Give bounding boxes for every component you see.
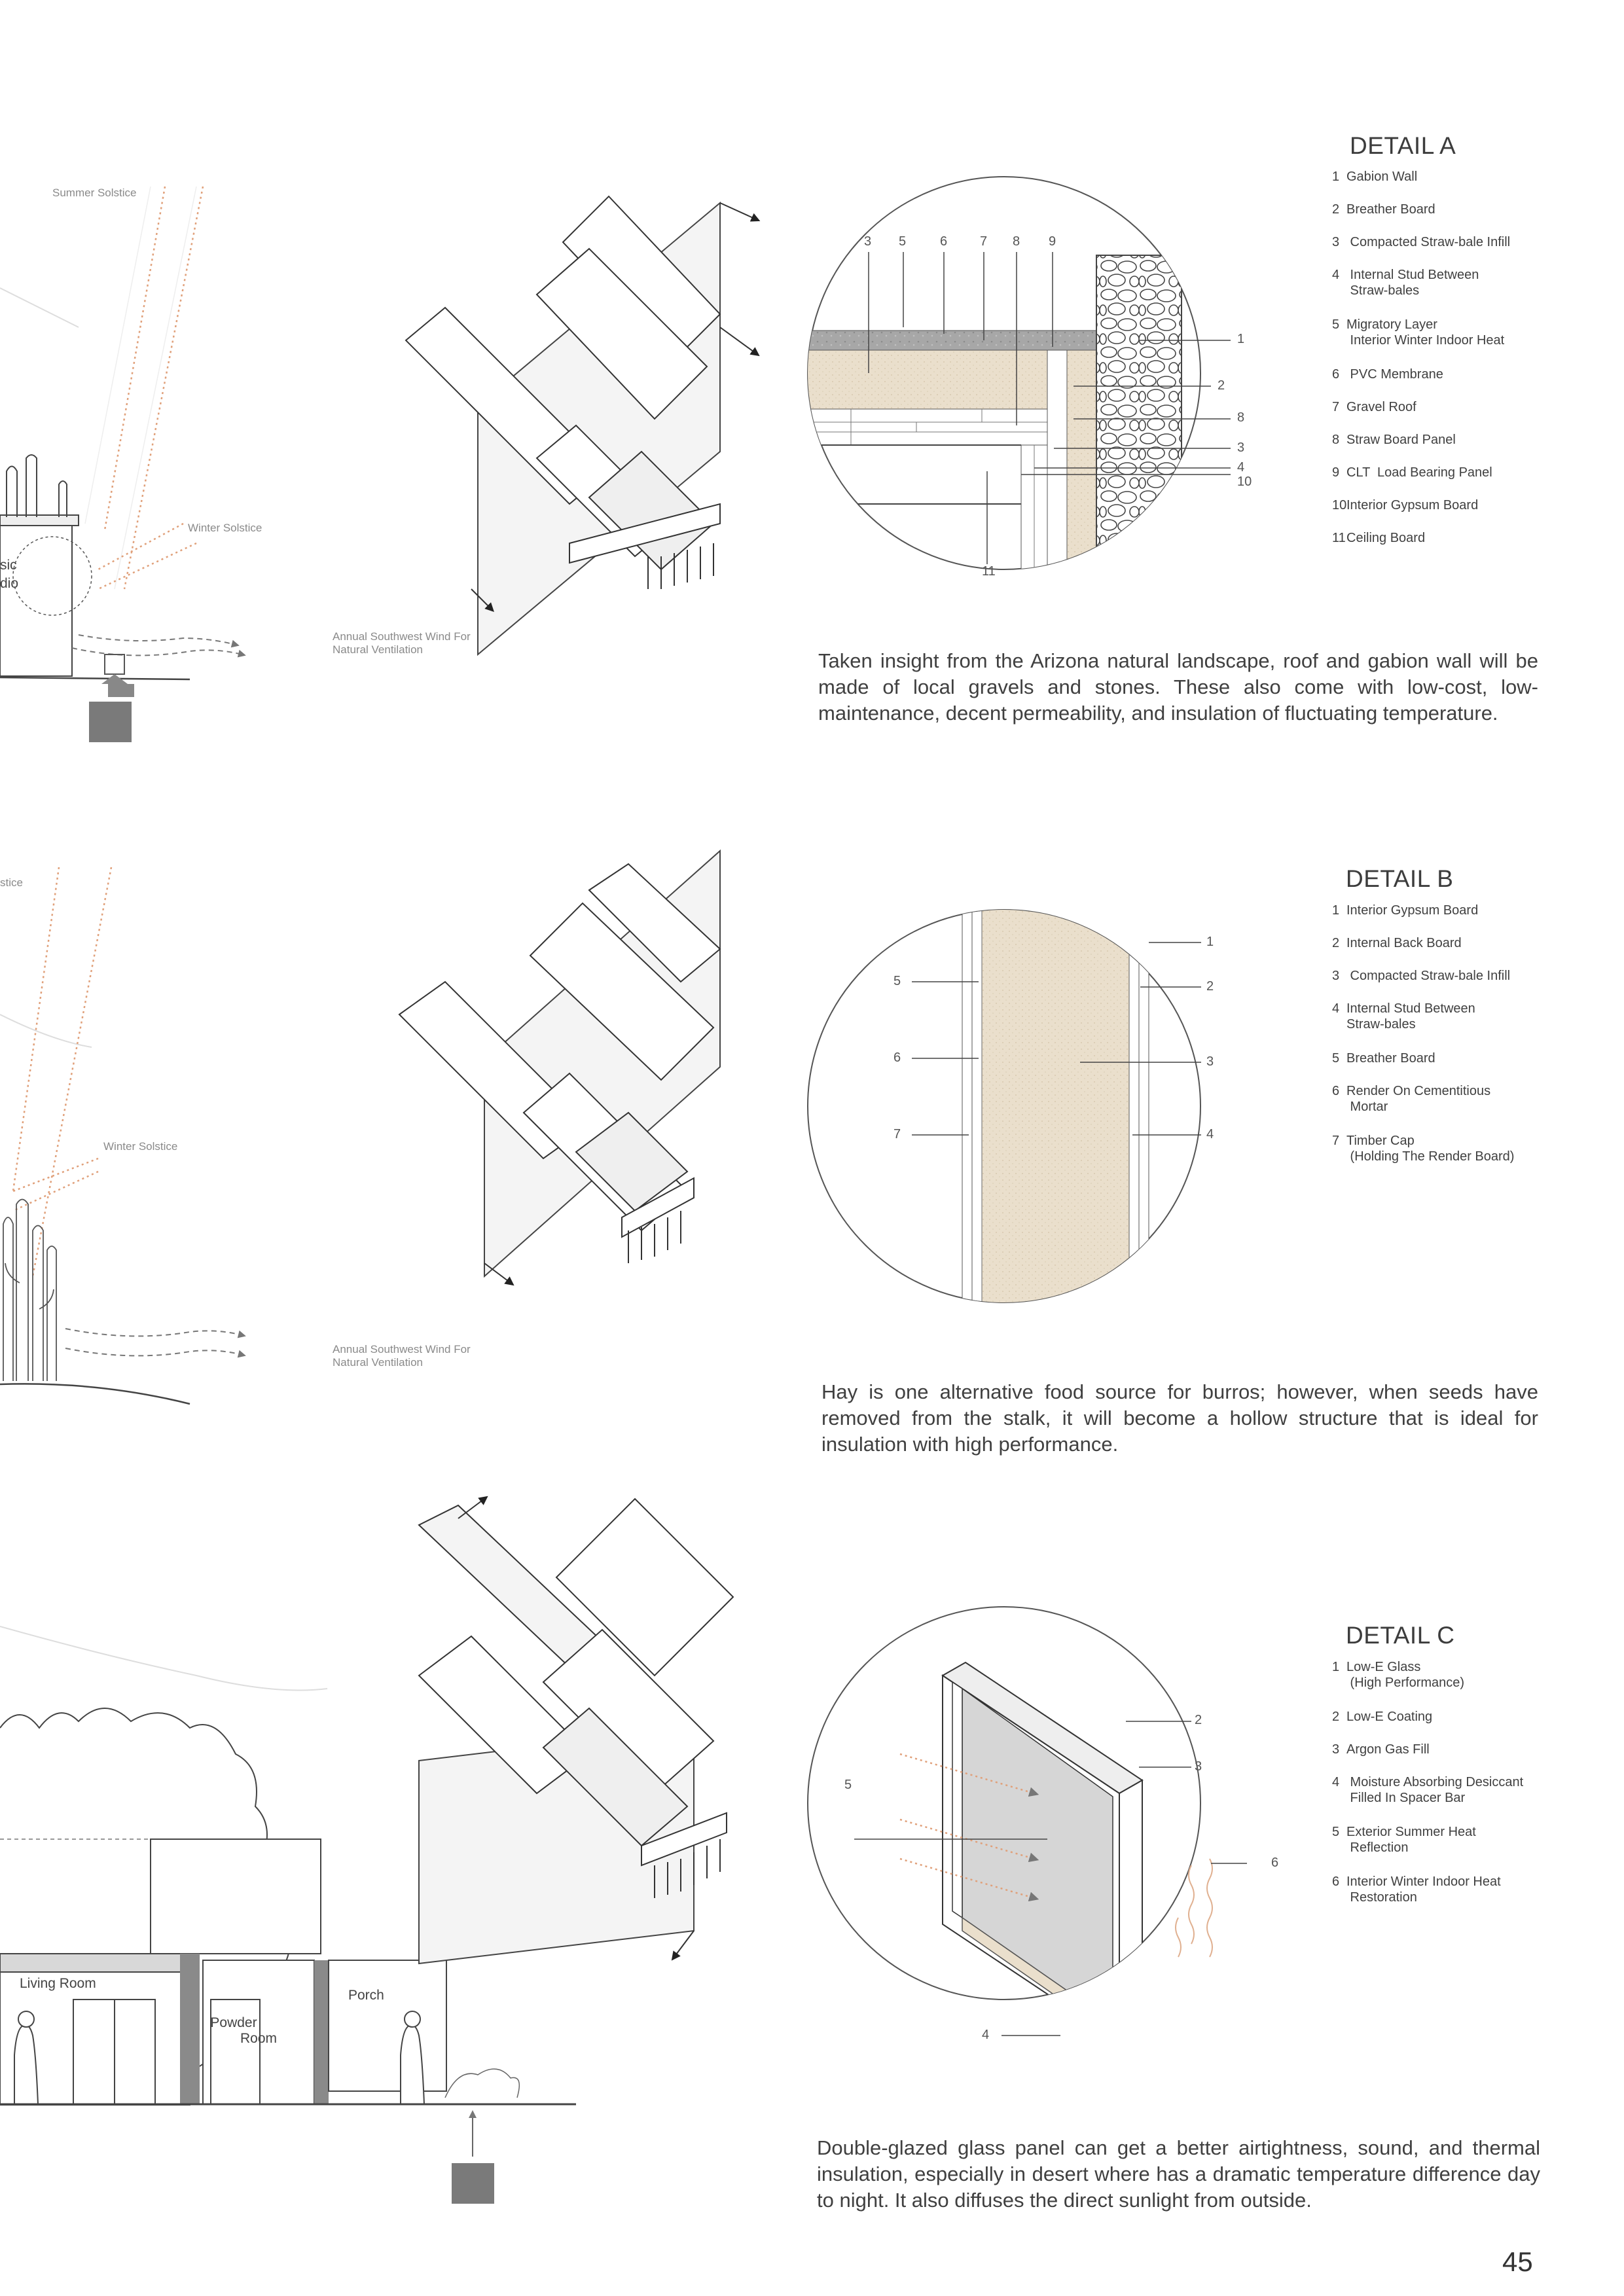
detail-c-description: Double-glazed glass panel can get a better airtightness, sound, and thermal insulation, especially in desert where has a dramatic temperature difference day to night. It also diffuses the direct sunlight from outside. — [817, 2136, 1540, 2212]
legend-c-item-2: 2 Low-E Coating — [1332, 1710, 1433, 1724]
legend-a-item-8: 8 Straw Board Panel — [1332, 433, 1456, 447]
svg-text:Powder: Powder — [210, 2015, 257, 2030]
detail-c-legend — [1332, 1659, 1614, 1908]
detail-b-legend — [1332, 903, 1614, 1177]
axonometric-1 — [406, 196, 756, 655]
legend-c-item-3: 3 Argon Gas Fill — [1332, 1742, 1430, 1757]
legend-a-item-3: 3 Compacted Straw-bale Infill — [1332, 235, 1511, 249]
legend-b-item-2: 2 Internal Back Board — [1332, 936, 1462, 950]
callout-a-top-6: 6 — [940, 234, 948, 249]
detail-a-legend — [1332, 169, 1614, 548]
detail-a-title: DETAIL A — [1350, 132, 1456, 159]
svg-text:Winter Solstice: Winter Solstice — [188, 522, 262, 534]
svg-text:Annual Southwest Wind For: Annual Southwest Wind For — [333, 1343, 471, 1355]
legend-a-item-1: 1 Gabion Wall — [1332, 170, 1418, 184]
detail-a-description: Taken insight from the Arizona natural landscape, roof and gabion wall will be made of local gravels and stones. These also come with low-cost, low-maintenance, decent permeability, and insulation of fluctuating temperature. — [818, 649, 1538, 725]
callout-b-right-4: 4 — [1206, 1127, 1214, 1141]
legend-a-item-2: 2 Breather Board — [1332, 202, 1435, 217]
callout-a-bottom-11: 11 — [982, 564, 996, 579]
legend-b-item-1: 1 Interior Gypsum Board — [1332, 903, 1479, 918]
axonometric-3 — [419, 1499, 733, 1964]
svg-text:sic: sic — [0, 558, 17, 573]
detail-c-drawing — [808, 1607, 1247, 2042]
svg-text:Living Room: Living Room — [20, 1976, 96, 1991]
svg-text:Natural Ventilation: Natural Ventilation — [333, 643, 423, 656]
legend-c-item-6: 6 Interior Winter Indoor Heat Restoration — [1332, 1874, 1501, 1905]
legend-b-item-7: 7 Timber Cap (Holding The Render Board) — [1332, 1134, 1515, 1164]
legend-a-item-10: 10Interior Gypsum Board — [1332, 498, 1479, 512]
svg-text:Natural Ventilation: Natural Ventilation — [333, 1356, 423, 1369]
callout-b-left-5: 5 — [893, 974, 901, 988]
callout-a-right-1: 1 — [1237, 332, 1245, 346]
callout-a-right-2: 2 — [1218, 378, 1225, 393]
svg-text:Winter Solstice: Winter Solstice — [103, 1140, 178, 1153]
page-number: 45 — [1502, 2246, 1533, 2277]
callout-a-top-3: 3 — [864, 234, 872, 249]
callout-a-right-3: 3 — [1237, 440, 1245, 455]
svg-text:Porch: Porch — [348, 1988, 384, 2003]
callout-a-right-10: 10 — [1237, 475, 1252, 489]
legend-a-item-7: 7 Gravel Roof — [1332, 400, 1416, 414]
site-section-2 — [0, 867, 471, 1404]
legend-b-item-6: 6 Render On Cementitious Mortar — [1332, 1084, 1491, 1114]
callout-a-top-7: 7 — [980, 234, 988, 249]
svg-text:stice: stice — [0, 876, 23, 889]
legend-c-item-4: 4 Moisture Absorbing Desiccant Filled In Spacer Bar — [1332, 1775, 1524, 1805]
legend-c-item-1: 1 Low-E Glass (High Performance) — [1332, 1660, 1465, 1690]
legend-b-item-4: 4 Internal Stud Between Straw-bales — [1332, 1001, 1475, 1031]
legend-a-item-6: 6 PVC Membrane — [1332, 367, 1443, 382]
callout-c-5: 5 — [844, 1778, 852, 1792]
callout-c-2: 2 — [1195, 1713, 1202, 1727]
callout-c-3: 3 — [1195, 1759, 1202, 1774]
detail-b-description: Hay is one alternative food source for burros; however, when seeds have removed from the stalk, it will become a hollow structure that is ideal for insulation with high performance. — [821, 1380, 1538, 1456]
svg-text:dio: dio — [0, 576, 19, 591]
callout-b-right-2: 2 — [1206, 979, 1214, 994]
legend-b-item-5: 5 Breather Board — [1332, 1051, 1435, 1066]
detail-b-title: DETAIL B — [1346, 865, 1454, 892]
svg-text:Annual Southwest Wind For: Annual Southwest Wind For — [333, 630, 471, 643]
legend-a-item-9: 9 CLT Load Bearing Panel — [1332, 465, 1492, 480]
svg-text:Room: Room — [240, 2031, 278, 2046]
callout-b-left-7: 7 — [893, 1127, 901, 1141]
callout-b-right-3: 3 — [1206, 1054, 1214, 1069]
callout-b-left-6: 6 — [893, 1050, 901, 1065]
callout-c-6: 6 — [1271, 1856, 1279, 1870]
site-section-1 — [0, 187, 471, 742]
legend-c-item-5: 5 Exterior Summer Heat Reflection — [1332, 1825, 1476, 1855]
callout-c-4: 4 — [982, 2028, 990, 2042]
callout-a-right-4: 4 — [1237, 460, 1245, 475]
svg-text:Summer Solstice: Summer Solstice — [52, 187, 137, 199]
axonometric-2 — [399, 851, 720, 1283]
detail-c-title: DETAIL C — [1346, 1622, 1455, 1649]
callout-a-right-8: 8 — [1237, 410, 1245, 425]
legend-a-item-5: 5 Migratory Layer Interior Winter Indoor Heat — [1332, 317, 1505, 348]
detail-b-drawing — [808, 903, 1201, 1309]
callout-a-top-9: 9 — [1049, 234, 1056, 249]
callout-a-top-8: 8 — [1013, 234, 1020, 249]
legend-a-item-4: 4 Internal Stud Between Straw-bales — [1332, 268, 1479, 298]
legend-b-item-3: 3 Compacted Straw-bale Infill — [1332, 969, 1511, 983]
callout-b-right-1: 1 — [1206, 935, 1214, 949]
callout-a-top-5: 5 — [899, 234, 907, 249]
legend-a-item-11: 11Ceiling Board — [1332, 531, 1426, 545]
